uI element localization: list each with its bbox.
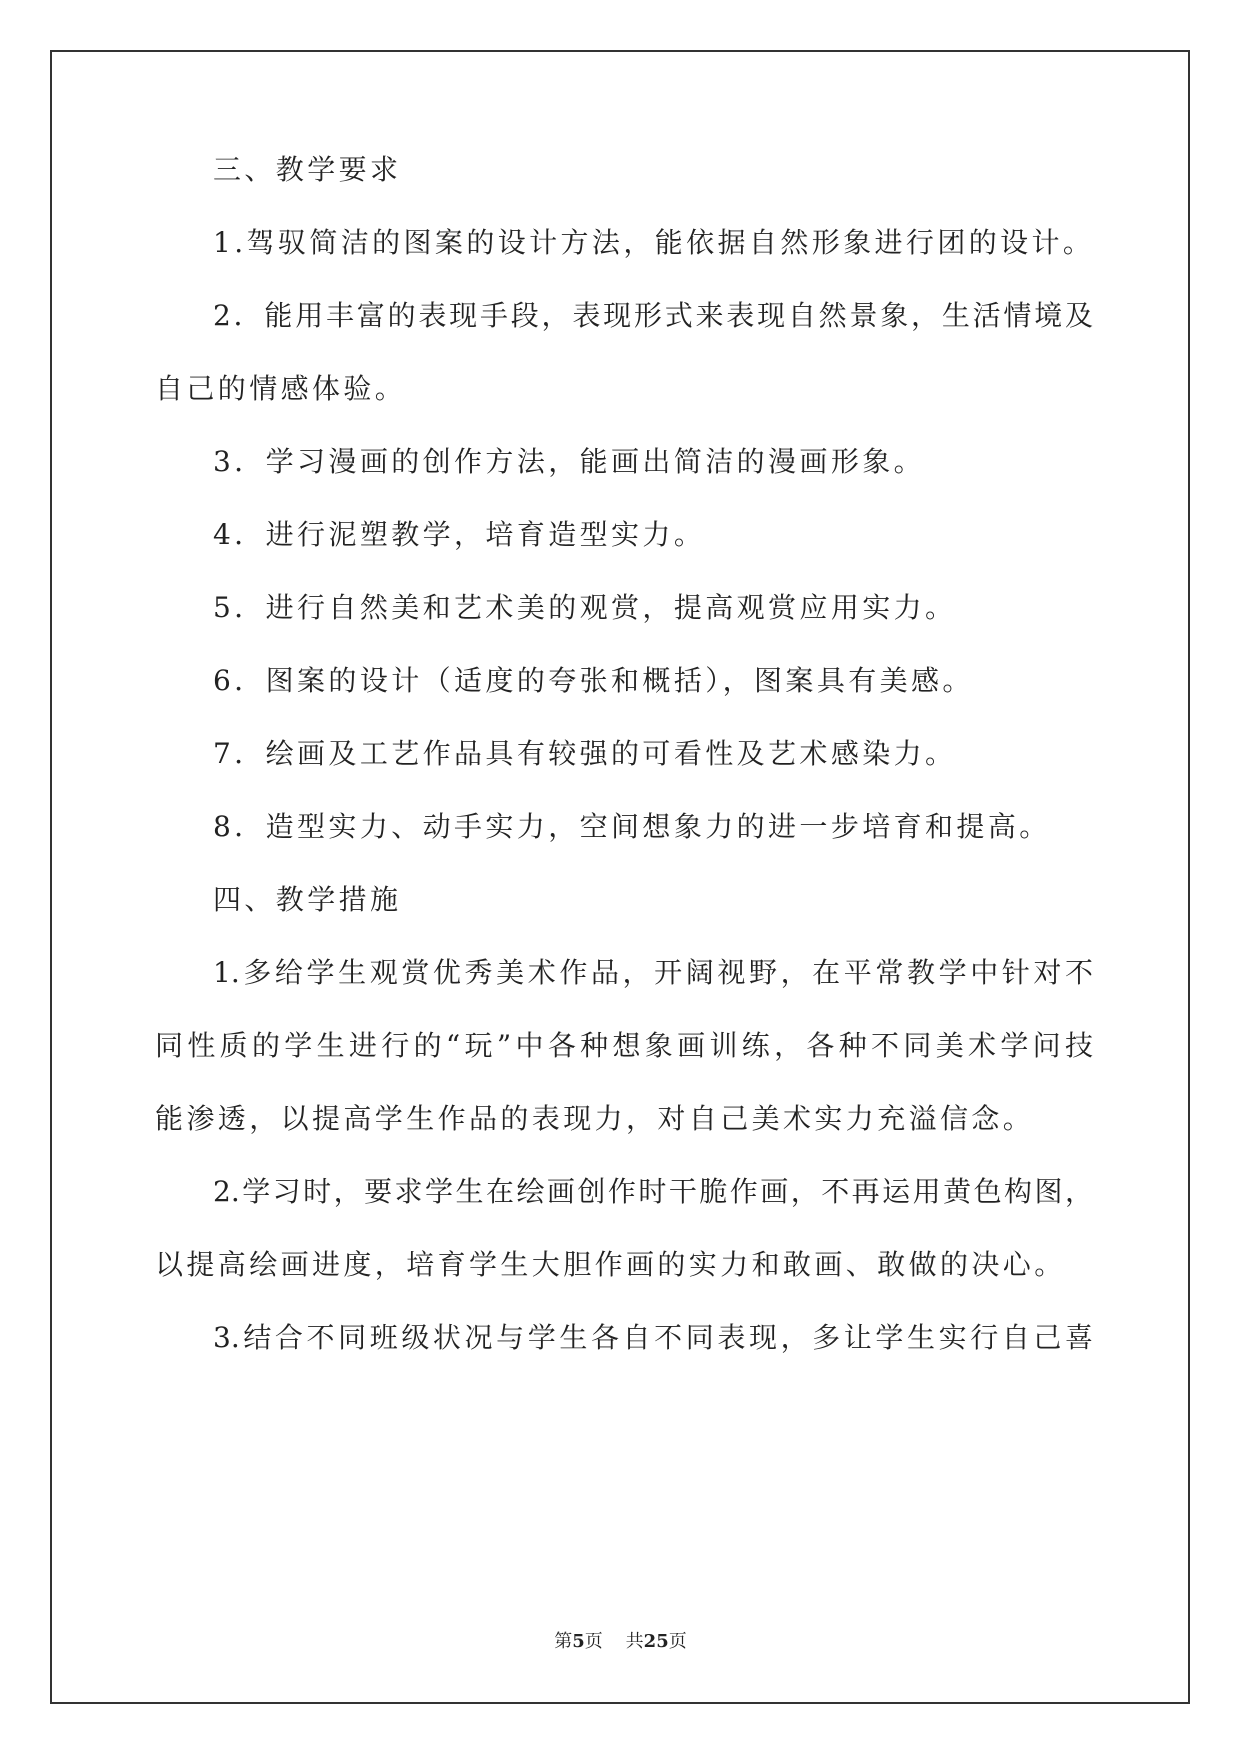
section-heading-measures: 四、教学措施 xyxy=(213,883,402,916)
footer-page-prefix: 第 xyxy=(554,1631,573,1652)
requirement-item-6: 6．图案的设计（适度的夸张和概括），图案具有美感。 xyxy=(213,664,974,697)
measure-item-1-continued-2: 能渗透，以提高学生作品的表现力，对自己美术实力充溢信念。 xyxy=(155,1102,1035,1135)
measure-item-3: 3.结合不同班级状况与学生各自不同表现，多让学生实行自己喜 xyxy=(213,1321,1093,1354)
footer-page-number: 5 xyxy=(572,1631,585,1652)
page-footer xyxy=(0,1630,1241,1654)
measure-item-1: 1.多给学生观赏优秀美术作品，开阔视野，在平常教学中针对不 xyxy=(213,956,1093,989)
footer-total-suffix: 页 xyxy=(668,1631,687,1652)
requirement-item-2: 2．能用丰富的表现手段，表现形式来表现自然景象，生活情境及 xyxy=(213,299,1093,332)
requirement-item-7: 7．绘画及工艺作品具有较强的可看性及艺术感染力。 xyxy=(213,737,957,770)
footer-page-suffix: 页 xyxy=(584,1631,603,1652)
requirement-item-5: 5．进行自然美和艺术美的观赏，提高观赏应用实力。 xyxy=(213,591,957,624)
requirement-item-1: 1.驾驭简洁的图案的设计方法，能依据自然形象进行团的设计。 xyxy=(213,226,1095,259)
requirement-item-4: 4．进行泥塑教学，培育造型实力。 xyxy=(213,518,706,551)
requirement-item-8: 8．造型实力、动手实力，空间想象力的进一步培育和提高。 xyxy=(213,810,1051,843)
footer-total-pages: 25 xyxy=(643,1631,669,1652)
requirement-item-2-continued: 自己的情感体验。 xyxy=(155,372,407,405)
measure-item-1-continued: 同性质的学生进行的“玩”中各种想象画训练，各种不同美术学问技 xyxy=(155,1029,1093,1062)
requirement-item-3: 3．学习漫画的创作方法，能画出简洁的漫画形象。 xyxy=(213,445,926,478)
measure-item-2: 2.学习时，要求学生在绘画创作时干脆作画，不再运用黄色构图， xyxy=(213,1175,1093,1208)
section-heading-requirements: 三、教学要求 xyxy=(213,153,402,186)
footer-total-prefix: 共 xyxy=(625,1631,644,1652)
measure-item-2-continued: 以提高绘画进度，培育学生大胆作画的实力和敢画、敢做的决心。 xyxy=(155,1248,1066,1281)
